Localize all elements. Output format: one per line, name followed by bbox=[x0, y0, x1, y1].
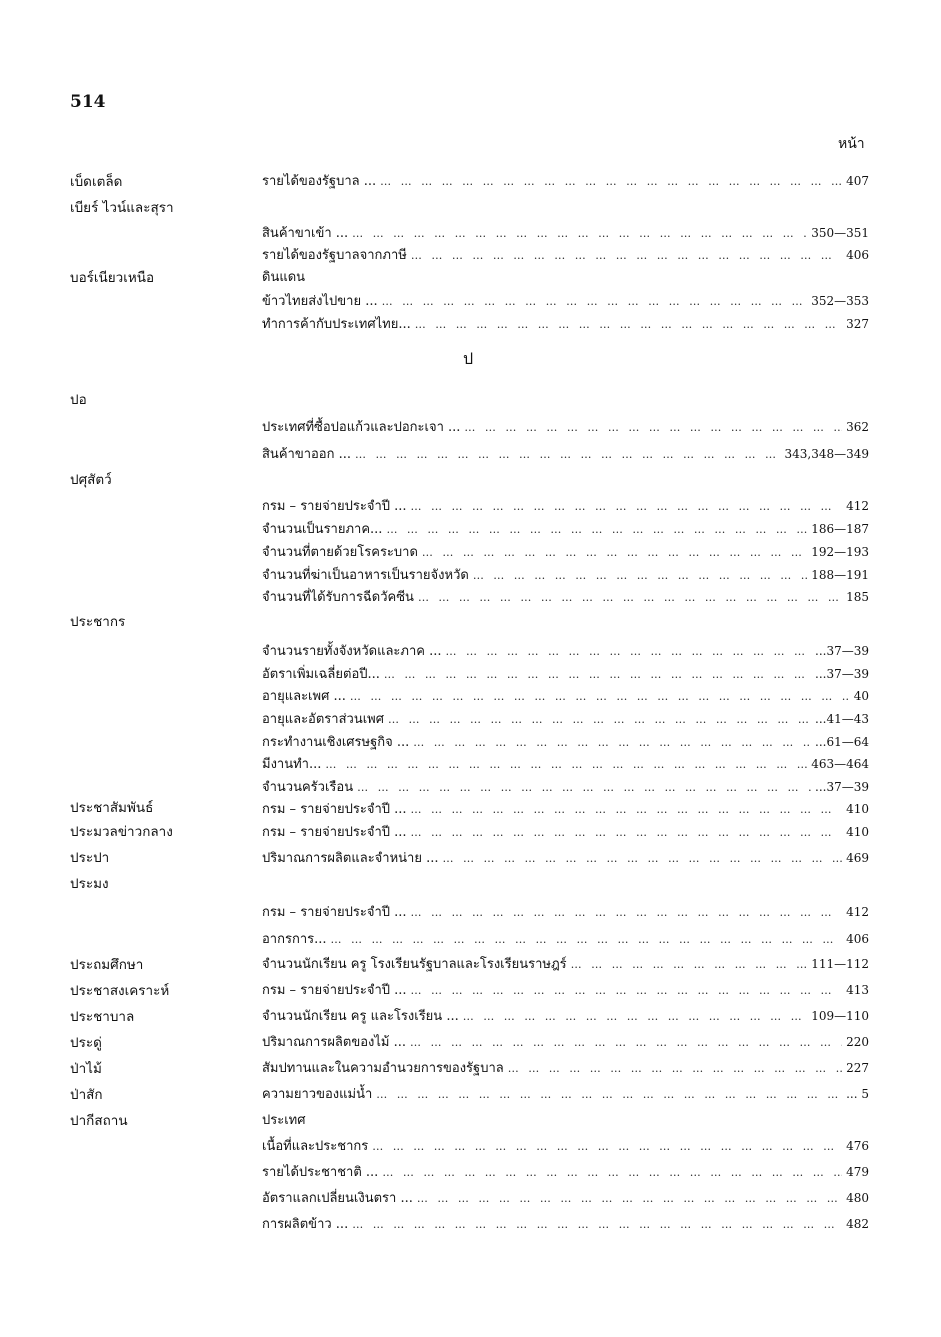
index-entry bbox=[262, 798, 869, 819]
entry-page: 476 bbox=[846, 1139, 869, 1153]
entry-page: 109—110 bbox=[811, 1009, 869, 1023]
index-term: บอร์เนียวเหนือ bbox=[70, 270, 155, 286]
index-entry bbox=[262, 953, 869, 974]
index-entry bbox=[262, 266, 869, 287]
leader-dots bbox=[411, 249, 842, 262]
entry-page: 111—112 bbox=[811, 957, 869, 971]
index-entry bbox=[262, 901, 869, 922]
entry-label: กรม – รายจ่ายประจำปี ... bbox=[262, 983, 407, 998]
entry-page: 185 bbox=[846, 590, 869, 604]
index-entry bbox=[262, 1135, 869, 1156]
entry-page: 406 bbox=[846, 932, 869, 946]
entry-label: สินค้าขาออก ... bbox=[262, 447, 352, 462]
entry-page: 413 bbox=[846, 983, 869, 997]
leader-dots bbox=[411, 803, 843, 816]
entry-label: อากรการ... bbox=[262, 932, 327, 947]
entry-label: จำนวนครัวเรือน bbox=[262, 780, 354, 795]
entry-page: ...37—39 bbox=[815, 667, 869, 681]
entry-page: 327 bbox=[846, 317, 869, 331]
entry-label: การผลิตข้าว ... bbox=[262, 1217, 349, 1232]
entry-page: ...37—39 bbox=[815, 644, 869, 658]
leader-dots bbox=[422, 546, 807, 559]
leader-dots bbox=[411, 906, 843, 919]
leader-dots bbox=[384, 668, 811, 681]
entry-page: 407 bbox=[846, 174, 869, 188]
entry-label: จำนวนรายทั้งจังหวัดและภาค ... bbox=[262, 644, 442, 659]
index-entry bbox=[262, 1187, 869, 1208]
index-entry bbox=[262, 313, 869, 334]
index-entry bbox=[262, 979, 869, 1000]
index-entry bbox=[262, 708, 869, 729]
entry-page: 480 bbox=[846, 1191, 869, 1205]
leader-dots bbox=[388, 713, 811, 726]
entry-label: ประเทศที่ซื้อปอแก้วและปอกะเจา ... bbox=[262, 420, 461, 435]
index-entry bbox=[262, 416, 869, 437]
index-entry bbox=[262, 776, 869, 797]
entry-page: 412 bbox=[846, 499, 869, 513]
entry-label: เนื้อที่และประชากร bbox=[262, 1139, 369, 1154]
index-term: ประมง bbox=[70, 876, 109, 892]
entry-label: จำนวนที่ฆ่าเป็นอาหารเป็นรายจังหวัด bbox=[262, 568, 469, 583]
leader-dots bbox=[443, 852, 843, 865]
index-entry bbox=[262, 495, 869, 516]
index-entry bbox=[262, 1161, 869, 1182]
index-entry bbox=[262, 753, 869, 774]
leader-dots bbox=[382, 295, 808, 308]
section-letter: ป bbox=[463, 349, 474, 368]
entry-page: 482 bbox=[846, 1217, 869, 1231]
entry-page: 362 bbox=[846, 420, 869, 434]
index-term: ป่าไม้ bbox=[70, 1061, 102, 1077]
index-entry bbox=[262, 290, 869, 311]
entry-label: ดินแดน bbox=[262, 270, 306, 285]
entry-label: กรม – รายจ่ายประจำปี ... bbox=[262, 802, 407, 817]
entry-label: รายได้ของรัฐบาลจากภาษี bbox=[262, 248, 407, 263]
entry-page: 343,348—349 bbox=[784, 447, 869, 461]
entry-page: 469 bbox=[846, 851, 869, 865]
index-entry bbox=[262, 731, 869, 752]
index-entry bbox=[262, 640, 869, 661]
entry-page: 350—351 bbox=[811, 226, 869, 240]
index-entry bbox=[262, 518, 869, 539]
entry-page: 463—464 bbox=[811, 757, 869, 771]
leader-dots bbox=[325, 758, 807, 771]
index-entry bbox=[262, 222, 869, 243]
entry-label: จำนวนที่ตายด้วยโรคระบาด bbox=[262, 545, 418, 560]
index-term: ประถมศึกษา bbox=[70, 957, 144, 973]
leader-dots bbox=[508, 1062, 842, 1075]
entry-page: 352—353 bbox=[811, 294, 869, 308]
entry-label: อายุและเพศ ... bbox=[262, 689, 346, 704]
index-entry bbox=[262, 1031, 869, 1052]
index-entry bbox=[262, 244, 869, 265]
index-term: ประชาบาล bbox=[70, 1009, 135, 1025]
index-term: ประปา bbox=[70, 850, 110, 866]
entry-label: กรม – รายจ่ายประจำปี ... bbox=[262, 499, 407, 514]
entry-label: อายุและอัตราส่วนเพศ bbox=[262, 712, 384, 727]
page-column-label: หน้า bbox=[838, 136, 865, 152]
leader-dots bbox=[411, 500, 843, 513]
entry-label: กระทำงานเชิงเศรษฐกิจ ... bbox=[262, 735, 410, 750]
entry-label: จำนวนนักเรียน ครู โรงเรียนรัฐบาลและโรงเรียนราษฎร์ bbox=[262, 957, 567, 972]
entry-page: 479 bbox=[846, 1165, 869, 1179]
leader-dots bbox=[410, 1036, 842, 1049]
index-entry bbox=[262, 1057, 869, 1078]
index-term: ปศุสัตว์ bbox=[70, 472, 112, 488]
index-entry bbox=[262, 443, 869, 464]
index-term: ป่าสัก bbox=[70, 1087, 103, 1103]
index-term: ประชาสงเคราะห์ bbox=[70, 983, 170, 999]
index-entry bbox=[262, 564, 869, 585]
entry-page: 406 bbox=[846, 248, 869, 262]
leader-dots bbox=[446, 645, 812, 658]
index-term: ประดู่ bbox=[70, 1035, 102, 1051]
index-entry bbox=[262, 685, 869, 706]
entry-label: กรม – รายจ่ายประจำปี ... bbox=[262, 905, 407, 920]
index-entry bbox=[262, 170, 869, 191]
leader-dots bbox=[413, 736, 811, 749]
index-entry bbox=[262, 663, 869, 684]
leader-dots bbox=[464, 421, 842, 434]
entry-label: ประเทศ bbox=[262, 1113, 306, 1128]
index-term: เบ็ดเตล็ด bbox=[70, 174, 123, 190]
entry-label: รายได้ของรัฐบาล ... bbox=[262, 174, 377, 189]
entry-label: มีงานทำ... bbox=[262, 757, 322, 772]
leader-dots bbox=[382, 1166, 842, 1179]
page-number: 514 bbox=[70, 92, 106, 112]
leader-dots bbox=[411, 826, 843, 839]
index-entry bbox=[262, 1213, 869, 1234]
index-term: ประมวลข่าวกลาง bbox=[70, 824, 173, 840]
index-entry bbox=[262, 541, 869, 562]
leader-dots bbox=[352, 1218, 842, 1231]
entry-label: ทำการค้ากับประเทศไทย... bbox=[262, 317, 411, 332]
index-entry bbox=[262, 928, 869, 949]
leader-dots bbox=[418, 591, 842, 604]
leader-dots bbox=[350, 690, 850, 703]
entry-page: ...61—64 bbox=[815, 735, 869, 749]
entry-label: สัมปทานและในความอำนวยการของรัฐบาล bbox=[262, 1061, 504, 1076]
entry-page: 227 bbox=[846, 1061, 869, 1075]
leader-dots bbox=[355, 448, 780, 461]
index-term: ประชากร bbox=[70, 614, 126, 630]
entry-label: ปริมาณการผลิตและจำหน่าย ... bbox=[262, 851, 439, 866]
leader-dots bbox=[415, 318, 842, 331]
leader-dots bbox=[463, 1010, 807, 1023]
index-term: ปอ bbox=[70, 392, 87, 408]
leader-dots bbox=[473, 569, 807, 582]
leader-dots bbox=[417, 1192, 842, 1205]
entry-page: 188—191 bbox=[811, 568, 869, 582]
leader-dots bbox=[411, 984, 843, 997]
entry-label: รายได้ประชาชาติ ... bbox=[262, 1165, 379, 1180]
entry-label: ความยาวของแม่น้ำ bbox=[262, 1087, 373, 1102]
entry-page: 410 bbox=[846, 825, 869, 839]
entry-label: สินค้าขาเข้า ... bbox=[262, 226, 349, 241]
entry-label: ข้าวไทยส่งไปขาย ... bbox=[262, 294, 378, 309]
entry-page: 186—187 bbox=[811, 522, 869, 536]
entry-label: จำนวนเป็นรายภาค... bbox=[262, 522, 383, 537]
index-term: ปากีสถาน bbox=[70, 1113, 128, 1129]
index-entry bbox=[262, 1083, 869, 1104]
leader-dots bbox=[357, 781, 811, 794]
entry-page: 192—193 bbox=[811, 545, 869, 559]
entry-page: 412 bbox=[846, 905, 869, 919]
entry-label: กรม – รายจ่ายประจำปี ... bbox=[262, 825, 407, 840]
entry-page: 220 bbox=[846, 1035, 869, 1049]
entry-label: อัตราแลกเปลี่ยนเงินตรา ... bbox=[262, 1191, 413, 1206]
entry-label: จำนวนที่ได้รับการฉีดวัคซีน bbox=[262, 590, 414, 605]
entry-page: 40 bbox=[853, 689, 869, 703]
entry-page: ...41—43 bbox=[815, 712, 869, 726]
entry-label: จำนวนนักเรียน ครู และโรงเรียน ... bbox=[262, 1009, 459, 1024]
index-entry bbox=[262, 821, 869, 842]
leader-dots bbox=[380, 175, 842, 188]
index-entry bbox=[262, 1005, 869, 1026]
leader-dots bbox=[571, 958, 808, 971]
index-term: เบียร์ ไวน์และสุรา bbox=[70, 200, 174, 216]
leader-dots bbox=[376, 1088, 842, 1101]
leader-dots bbox=[331, 933, 843, 946]
index-entry bbox=[262, 847, 869, 868]
index-entry bbox=[262, 1109, 869, 1130]
index-entry bbox=[262, 586, 869, 607]
leader-dots bbox=[352, 227, 807, 240]
entry-label: อัตราเพิ่มเฉลี่ยต่อปี... bbox=[262, 667, 380, 682]
entry-page: ... 5 bbox=[846, 1087, 869, 1101]
leader-dots bbox=[372, 1140, 842, 1153]
entry-page: 410 bbox=[846, 802, 869, 816]
entry-label: ปริมาณการผลิตของไม้ ... bbox=[262, 1035, 407, 1050]
index-term: ประชาสัมพันธ์ bbox=[70, 800, 154, 816]
entry-page: ...37—39 bbox=[815, 780, 869, 794]
leader-dots bbox=[386, 523, 807, 536]
